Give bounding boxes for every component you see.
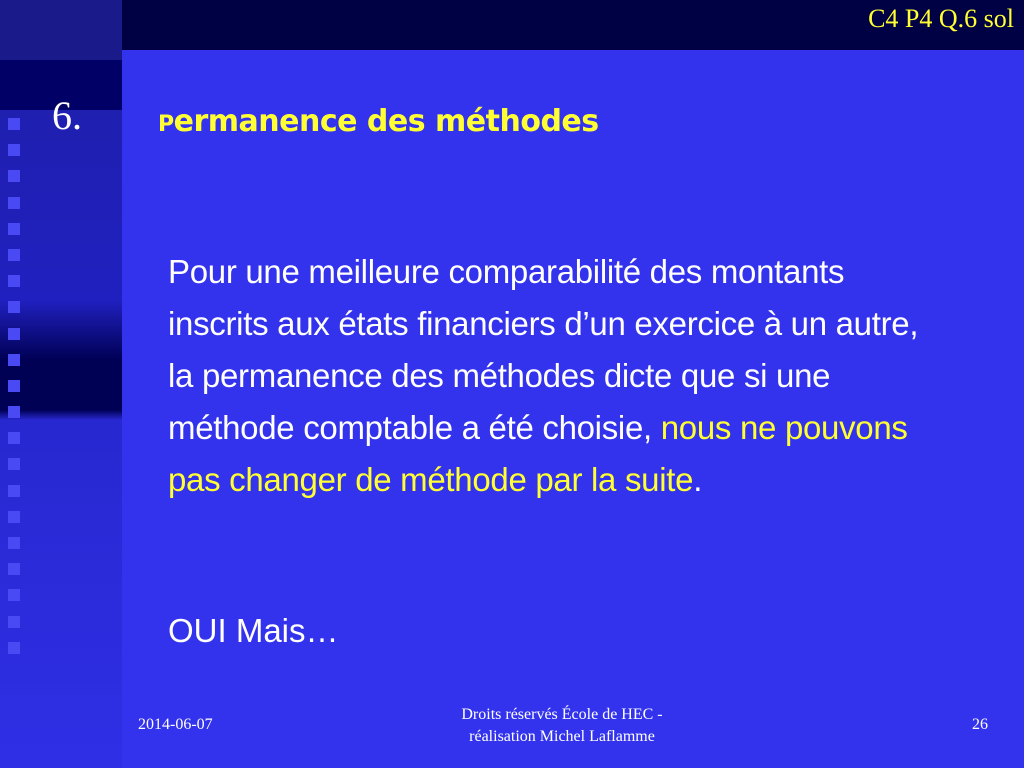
decorative-square [8,589,20,601]
slide-title [158,104,599,139]
decorative-square [8,275,20,287]
decorative-square [8,485,20,497]
decorative-square [8,642,20,654]
decorative-square [8,249,20,261]
decorative-square [8,223,20,235]
decorative-square [8,458,20,470]
decorative-square-column [8,118,26,668]
decorative-square [8,616,20,628]
body-paragraph [168,246,928,506]
slide-code: C4 P4 Q.6 sol [868,4,1014,33]
decorative-square [8,537,20,549]
decorative-square [8,563,20,575]
body-text-main: Pour une meilleure comparabilité des montants inscrits aux états financiers d’un exercice à un autre, la permanence des méthodes dicte que si une méthode comptable a été choisie, [168,253,919,446]
footer-credit [412,704,712,748]
decorative-square [8,197,20,209]
decorative-square [8,511,20,523]
decorative-square [8,118,20,130]
slide-title-rest: ermanence des méthodes [173,104,599,139]
decorative-square [8,406,20,418]
followup-text: OUI Mais… [168,612,339,649]
body-text-highlight: nous ne pouvons pas changer de méthode par la suite [168,409,908,498]
page-number: 26 [972,716,988,733]
decorative-square [8,432,20,444]
decorative-square [8,380,20,392]
slide-title-initial: P [158,112,174,137]
decorative-square [8,301,20,313]
decorative-square [8,170,20,182]
decorative-square [8,144,20,156]
decorative-square [8,354,20,366]
body-text-end: . [693,461,703,498]
footer-date: 2014-06-07 [138,716,213,733]
footer-credit-line2: réalisation Michel Laflamme [469,728,655,745]
decorative-square [8,328,20,340]
footer-credit-line1: Droits réservés École de HEC - [461,706,663,723]
slide-number: 6. [52,93,82,138]
